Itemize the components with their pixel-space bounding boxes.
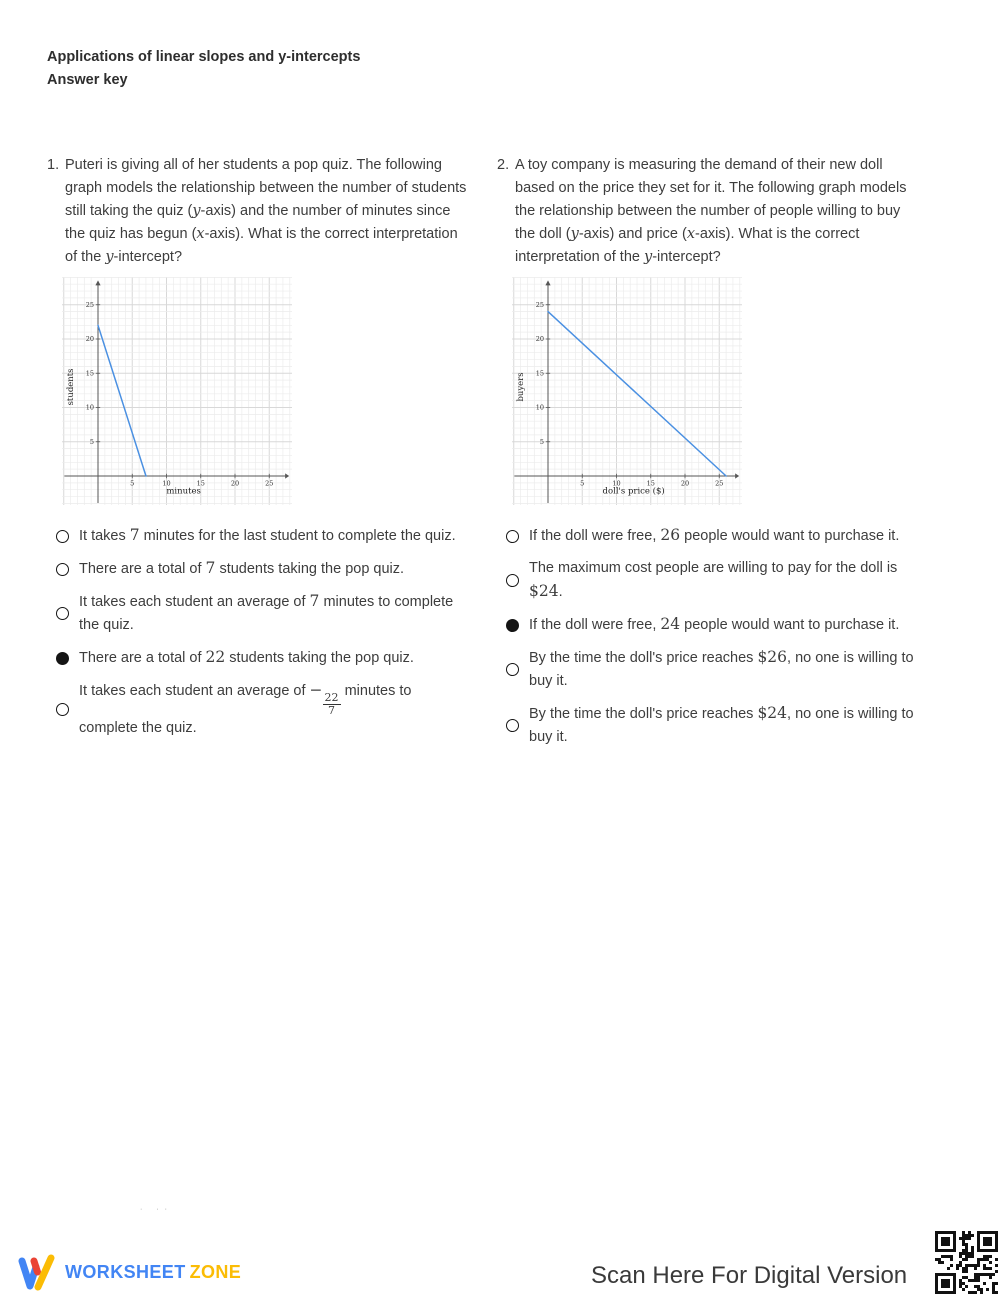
svg-text:10: 10 [535,403,544,412]
radio-unselected[interactable] [506,574,519,587]
brand-word-worksheet: WORKSHEET [65,1261,186,1282]
svg-text:20: 20 [85,335,94,344]
option-text: If the doll were free, 24 people would want to purchase it. [529,615,900,633]
svg-text:5: 5 [580,479,585,488]
radio-unselected[interactable] [56,530,69,543]
answer-key-label: Answer key [47,72,128,88]
option-text: If the doll were free, 26 people would want to purchase it. [529,526,900,544]
answer-option [506,702,918,749]
brand-word-zone: ZONE [189,1261,242,1282]
question-1-number: 1. [47,157,60,173]
option-text: The maximum cost people are willing to pay for the doll is $24. [529,560,898,600]
svg-text:25: 25 [535,300,544,309]
question-2-prompt [497,154,919,269]
answer-option [506,557,918,604]
svg-text:10: 10 [612,479,621,488]
question-1-prompt [47,154,467,269]
fraction: $\frac{22}{7}$ [324,691,339,718]
scan-here-text: Scan Here For Digital Version [591,1262,908,1289]
option-text: It takes each student an average of 7 minutes to complete the quiz. [79,592,454,633]
answer-option [56,679,464,740]
answer-option [56,524,464,548]
svg-text:20: 20 [680,479,690,488]
svg-text:20: 20 [535,335,544,344]
quiz-students-graph [62,277,292,505]
question-2-options [506,524,918,758]
svg-text:25: 25 [85,300,94,309]
radio-unselected[interactable] [56,703,69,716]
svg-text:15: 15 [196,479,205,488]
option-text: It takes 7 minutes for the last student to complete the quiz. [79,526,456,544]
svg-text:5: 5 [539,437,544,446]
answer-option [56,590,464,637]
radio-unselected[interactable] [506,663,519,676]
svg-text:20: 20 [230,479,240,488]
radio-unselected[interactable] [506,530,519,543]
svg-text:10: 10 [85,403,94,412]
page-title [47,46,360,92]
svg-text:15: 15 [535,369,544,378]
option-text: It takes each student an average of − $\frac{22}{7}$ minutes to complete the quiz. [79,681,412,737]
option-text: By the time the doll's price reaches $24, no one is willing to buy it. [529,704,914,745]
answer-option [506,613,918,637]
question-1-options [56,524,464,749]
option-text: There are a total of 22 students taking the pop quiz. [79,648,414,666]
question-2-number: 2. [497,157,510,173]
svg-text:5: 5 [89,437,94,446]
svg-text:15: 15 [646,479,655,488]
question-2-text: A toy company is measuring the demand of their new doll based on the price they set for it. The following graph models the relationship between the number of people willing to buy the doll (y-axis) and price (x-axis). What is the correct interpretation of the y-intercept? [515,157,907,265]
svg-text:25: 25 [265,479,274,488]
svg-text:minutes: minutes [166,486,201,497]
answer-option [56,557,464,581]
svg-text:buyers: buyers [516,372,526,402]
radio-unselected[interactable] [506,719,519,732]
worksheetzone-logo [17,1252,241,1292]
option-text: There are a total of 7 students taking the pop quiz. [79,559,405,577]
option-text: By the time the doll's price reaches $26, no one is willing to buy it. [529,648,914,689]
answer-option [56,646,464,670]
qr-code [935,1231,998,1294]
answer-option [506,524,918,548]
radio-unselected[interactable] [56,607,69,620]
radio-unselected[interactable] [56,563,69,576]
question-1-text: Puteri is giving all of her students a pop quiz. The following graph models the relationship between the number of students still taking the quiz (y-axis) and the number of minutes since the quiz has begun (x-axis). What is the correct interpretation of the y-intercept? [65,157,467,265]
svg-text:15: 15 [85,369,94,378]
svg-text:5: 5 [130,479,135,488]
print-artifact: · ·· [140,1206,173,1213]
worksheetzone-logo-icon [17,1252,59,1292]
radio-selected[interactable] [506,619,519,632]
doll-demand-graph [512,277,742,505]
radio-selected[interactable] [56,652,69,665]
svg-text:25: 25 [715,479,724,488]
svg-text:10: 10 [162,479,171,488]
svg-text:doll's price ($): doll's price ($) [602,486,665,497]
answer-option [506,646,918,693]
title-line: Applications of linear slopes and y-intercepts [47,49,361,65]
svg-text:students: students [66,368,76,406]
